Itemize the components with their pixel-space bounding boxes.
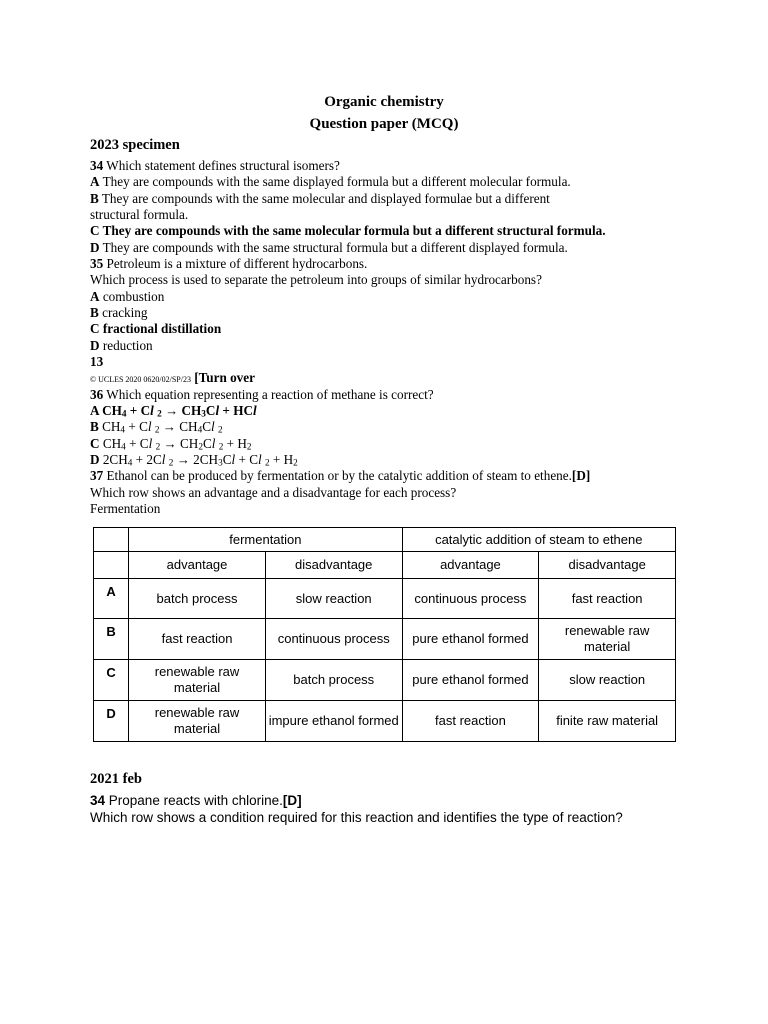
q36-stem: 36 Which equation representing a reaction of methane is correct? bbox=[90, 387, 434, 402]
table-column-header: disadvantage bbox=[265, 552, 402, 579]
q34-option-c: C They are compounds with the same molecular formula but a different structural formula. bbox=[90, 223, 606, 238]
q36-option-b: B $CH_4 + Cl$ $_2 \to CH_4Cl$ $_2$ bbox=[90, 419, 223, 435]
table-cell: continuous process bbox=[402, 579, 539, 619]
row-label: D bbox=[94, 701, 129, 742]
page-footer: © UCLES 2020 0620/02/SP/23 [Turn over bbox=[90, 370, 255, 385]
q34-stem: 34 Which statement defines structural isomers? bbox=[90, 158, 340, 173]
q35-option-b: B cracking bbox=[90, 305, 148, 320]
q35-question: Which process is used to separate the petroleum into groups of similar hydrocarbons? bbox=[90, 272, 542, 287]
table-cell: renewable raw material bbox=[129, 701, 266, 742]
table-group-header: catalytic addition of steam to ethene bbox=[402, 528, 675, 552]
table-column-header: advantage bbox=[129, 552, 266, 579]
q36-option-d: D $2CH_4 + 2Cl$ $_2 \to 2CH_3Cl + Cl$ $_2 + H_2$ bbox=[90, 452, 298, 468]
table-column-header: advantage bbox=[402, 552, 539, 579]
page-number: 13 bbox=[90, 354, 104, 369]
table-cell: pure ethanol formed bbox=[402, 660, 539, 701]
table-row bbox=[94, 701, 676, 742]
table-cell: impure ethanol formed bbox=[265, 701, 402, 742]
section-heading-2023: 2023 specimen bbox=[90, 137, 180, 153]
feb-q34-question: Which row shows a condition required for this reaction and identifies the type of reaction? bbox=[90, 810, 623, 825]
section-heading-2021: 2021 feb bbox=[90, 771, 142, 787]
table-cell: fast reaction bbox=[129, 619, 266, 660]
page-subtitle: Question paper (MCQ) bbox=[309, 116, 459, 132]
row-label: C bbox=[94, 660, 129, 701]
q36-option-a: A $CH_4 + Cl$ $_2 \to CH_3Cl$ + HCl bbox=[90, 403, 257, 419]
feb-q34-stem: 34 Propane reacts with chlorine.[D] bbox=[90, 793, 302, 808]
q37-question: Which row shows an advantage and a disadvantage for each process? bbox=[90, 485, 457, 500]
table-row bbox=[94, 660, 676, 701]
row-label: B bbox=[94, 619, 129, 660]
table-row bbox=[94, 619, 676, 660]
q35-stem: 35 Petroleum is a mixture of different hydrocarbons. bbox=[90, 256, 368, 271]
row-label: A bbox=[94, 579, 129, 619]
table-cell: fast reaction bbox=[402, 701, 539, 742]
q36-option-c: C $CH_4 + Cl$ $_2 \to CH_2Cl$ $_2 + H_2$ bbox=[90, 436, 252, 452]
table-cell: fast reaction bbox=[539, 579, 676, 619]
q35-option-a: A combustion bbox=[90, 289, 165, 304]
q34-option-b: B They are compounds with the same molecular and displayed formulae but a different bbox=[90, 191, 550, 206]
q37-options-table bbox=[93, 527, 676, 742]
table-cell: batch process bbox=[265, 660, 402, 701]
q34-option-b-cont: structural formula. bbox=[90, 207, 189, 222]
table-row bbox=[94, 579, 676, 619]
q34-option-d: D They are compounds with the same structural formula but a different displayed formula. bbox=[90, 240, 568, 255]
q37-label: Fermentation bbox=[90, 501, 161, 516]
table-cell: finite raw material bbox=[539, 701, 676, 742]
table-cell: renewable raw material bbox=[539, 619, 676, 660]
q35-option-d: D reduction bbox=[90, 338, 153, 353]
page-title: Organic chemistry bbox=[324, 94, 444, 110]
table-group-header: fermentation bbox=[129, 528, 402, 552]
table-cell: batch process bbox=[129, 579, 266, 619]
table-corner bbox=[94, 528, 129, 552]
table-cell: slow reaction bbox=[265, 579, 402, 619]
table-cell: pure ethanol formed bbox=[402, 619, 539, 660]
table-cell: renewable raw material bbox=[129, 660, 266, 701]
q37-stem: 37 Ethanol can be produced by fermentation or by the catalytic addition of steam to ethene.[D] bbox=[90, 468, 591, 483]
q34-option-a: A They are compounds with the same displayed formula but a different molecular formula. bbox=[90, 174, 571, 189]
table-corner bbox=[94, 552, 129, 579]
q35-option-c: C fractional distillation bbox=[90, 321, 222, 336]
table-column-header: disadvantage bbox=[539, 552, 676, 579]
table-cell: continuous process bbox=[265, 619, 402, 660]
table-cell: slow reaction bbox=[539, 660, 676, 701]
